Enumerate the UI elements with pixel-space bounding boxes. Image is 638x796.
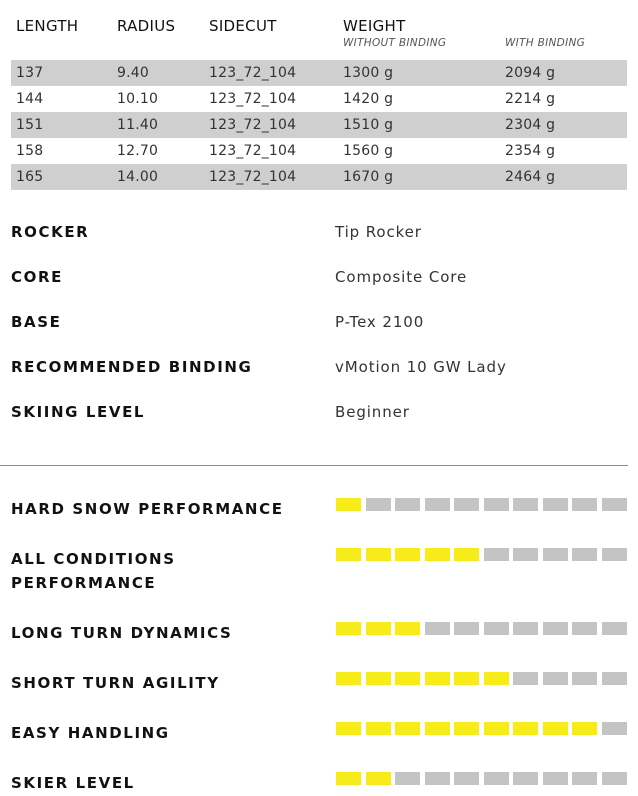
weight-with-cell: 2304 g	[505, 117, 556, 133]
radius-cell: 10.10	[117, 91, 159, 107]
rating-label: HARD SNOW PERFORMANCE	[11, 500, 284, 518]
rating-segment-filled	[366, 548, 391, 561]
spec-row-skiing-level	[11, 403, 627, 425]
table-row	[11, 138, 627, 164]
rating-segment-empty	[602, 548, 627, 561]
rating-segment-filled	[484, 672, 509, 685]
spec-value: Tip Rocker	[335, 223, 422, 241]
rating-segment-filled	[366, 622, 391, 635]
rating-segment-empty	[454, 498, 479, 511]
rating-segment-empty	[425, 622, 450, 635]
rating-segment-empty	[484, 548, 509, 561]
spec-label: RECOMMENDED BINDING	[11, 358, 253, 376]
sidecut-cell: 123_72_104	[209, 91, 297, 107]
rating-segment-empty	[602, 722, 627, 735]
spec-row-core	[11, 268, 627, 290]
rating-bar	[336, 548, 626, 561]
weight-with-cell: 2464 g	[505, 169, 556, 185]
rating-label: SHORT TURN AGILITY	[11, 674, 220, 692]
spec-label: ROCKER	[11, 223, 90, 241]
length-cell: 158	[16, 143, 44, 159]
length-cell: 144	[16, 91, 44, 107]
sidecut-cell: 123_72_104	[209, 169, 297, 185]
rating-segment-empty	[425, 772, 450, 785]
size-table-header	[11, 0, 627, 60]
rating-segment-empty	[454, 622, 479, 635]
weight-with-cell: 2094 g	[505, 65, 556, 81]
rating-segment-empty	[366, 498, 391, 511]
radius-cell: 11.40	[117, 117, 159, 133]
rating-label: EASY HANDLING	[11, 724, 170, 742]
weight-with-cell: 2354 g	[505, 143, 556, 159]
radius-header: RADIUS	[117, 17, 176, 35]
rating-segment-empty	[395, 772, 420, 785]
rating-segment-filled	[425, 722, 450, 735]
rating-segment-empty	[602, 772, 627, 785]
weight-with-binding-subheader: WITH BINDING	[505, 37, 586, 49]
sidecut-header: SIDECUT	[209, 17, 277, 35]
rating-segment-empty	[395, 498, 420, 511]
spec-label: BASE	[11, 313, 62, 331]
rating-segment-filled	[484, 722, 509, 735]
spec-value: Beginner	[335, 403, 410, 421]
rating-segment-empty	[602, 672, 627, 685]
rating-segment-empty	[543, 772, 568, 785]
rating-segment-empty	[454, 772, 479, 785]
size-table	[11, 0, 627, 190]
rating-segment-empty	[543, 622, 568, 635]
rating-bar	[336, 672, 626, 685]
rating-segment-filled	[336, 772, 361, 785]
rating-segment-filled	[425, 672, 450, 685]
rating-segment-empty	[572, 498, 597, 511]
sidecut-cell: 123_72_104	[209, 65, 297, 81]
weight-with-cell: 2214 g	[505, 91, 556, 107]
table-row	[11, 60, 627, 86]
weight-header: WEIGHT	[343, 17, 406, 35]
spec-label: SKIING LEVEL	[11, 403, 146, 421]
rating-segment-empty	[484, 772, 509, 785]
rating-segment-filled	[366, 772, 391, 785]
rating-segment-empty	[513, 672, 538, 685]
rating-segment-filled	[366, 722, 391, 735]
rating-bar	[336, 498, 626, 511]
rating-bar	[336, 622, 626, 635]
spec-value: vMotion 10 GW Lady	[335, 358, 507, 376]
rating-segment-filled	[336, 548, 361, 561]
rating-segment-filled	[454, 722, 479, 735]
rating-segment-empty	[602, 498, 627, 511]
rating-segment-empty	[572, 622, 597, 635]
rating-segment-filled	[336, 722, 361, 735]
rating-segment-empty	[513, 622, 538, 635]
length-cell: 165	[16, 169, 44, 185]
weight-without-cell: 1560 g	[343, 143, 394, 159]
rating-segment-filled	[454, 672, 479, 685]
rating-segment-filled	[513, 722, 538, 735]
rating-segment-filled	[336, 622, 361, 635]
section-divider	[0, 465, 628, 466]
weight-without-cell: 1300 g	[343, 65, 394, 81]
rating-segment-filled	[366, 672, 391, 685]
rating-label: LONG TURN DYNAMICS	[11, 624, 233, 642]
spec-row-recommended-binding	[11, 358, 627, 380]
spec-row-base	[11, 313, 627, 335]
table-row	[11, 164, 627, 190]
rating-segment-filled	[572, 722, 597, 735]
rating-segment-empty	[513, 772, 538, 785]
rating-bar	[336, 722, 626, 735]
rating-segment-filled	[336, 672, 361, 685]
sidecut-cell: 123_72_104	[209, 143, 297, 159]
radius-cell: 9.40	[117, 65, 149, 81]
rating-segment-empty	[513, 498, 538, 511]
weight-without-binding-subheader: WITHOUT BINDING	[343, 37, 447, 49]
rating-segment-empty	[543, 548, 568, 561]
rating-segment-filled	[425, 548, 450, 561]
spec-row-rocker	[11, 223, 627, 245]
weight-without-cell: 1510 g	[343, 117, 394, 133]
rating-label: SKIER LEVEL	[11, 774, 135, 792]
rating-segment-empty	[513, 548, 538, 561]
rating-segment-filled	[454, 548, 479, 561]
rating-segment-filled	[395, 672, 420, 685]
rating-segment-filled	[336, 498, 361, 511]
radius-cell: 12.70	[117, 143, 159, 159]
length-header: LENGTH	[16, 17, 79, 35]
sidecut-cell: 123_72_104	[209, 117, 297, 133]
rating-segment-filled	[395, 622, 420, 635]
table-row	[11, 86, 627, 112]
rating-segment-empty	[543, 672, 568, 685]
length-cell: 137	[16, 65, 44, 81]
rating-segment-empty	[484, 622, 509, 635]
weight-without-cell: 1420 g	[343, 91, 394, 107]
rating-bar	[336, 772, 626, 785]
rating-label: ALL CONDITIONS PERFORMANCE	[11, 550, 176, 592]
spec-label: CORE	[11, 268, 63, 286]
rating-segment-filled	[395, 722, 420, 735]
rating-segment-empty	[572, 672, 597, 685]
rating-segment-empty	[572, 772, 597, 785]
rating-segment-filled	[395, 548, 420, 561]
spec-value: P-Tex 2100	[335, 313, 425, 331]
table-row	[11, 112, 627, 138]
weight-without-cell: 1670 g	[343, 169, 394, 185]
length-cell: 151	[16, 117, 44, 133]
rating-segment-empty	[543, 498, 568, 511]
rating-segment-empty	[425, 498, 450, 511]
rating-segment-filled	[543, 722, 568, 735]
spec-value: Composite Core	[335, 268, 468, 286]
rating-segment-empty	[572, 548, 597, 561]
rating-segment-empty	[602, 622, 627, 635]
radius-cell: 14.00	[117, 169, 159, 185]
rating-segment-empty	[484, 498, 509, 511]
